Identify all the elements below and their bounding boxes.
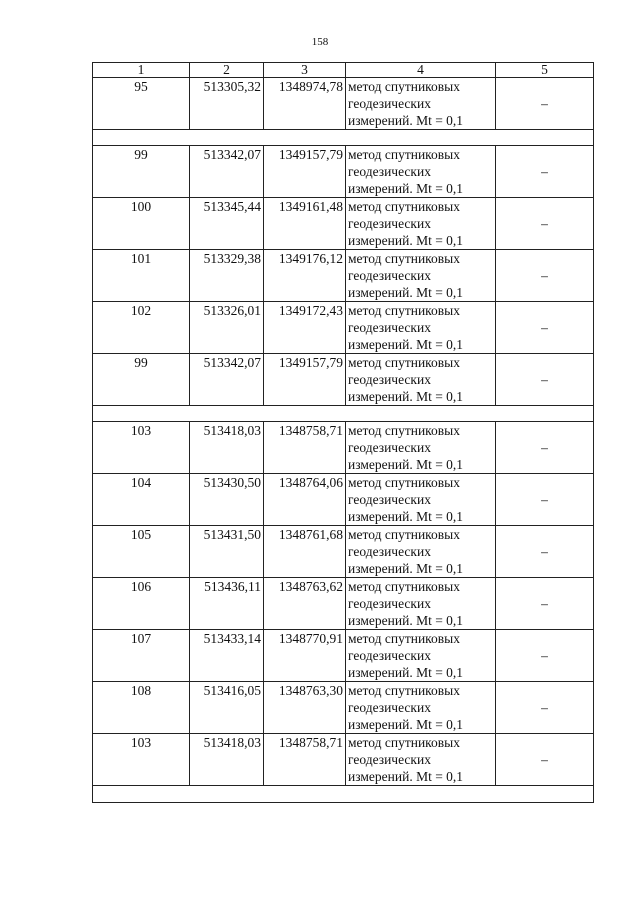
coordinate-x: 513329,38 bbox=[190, 250, 264, 302]
table-body bbox=[93, 63, 594, 803]
point-number: 103 bbox=[93, 422, 190, 474]
method-cell bbox=[346, 422, 496, 474]
coordinate-y: 1349157,79 bbox=[264, 354, 346, 406]
method-line-2: геодезических bbox=[348, 648, 431, 663]
coordinate-x: 513431,50 bbox=[190, 526, 264, 578]
separator-cell bbox=[93, 406, 594, 422]
coordinate-x: 513433,14 bbox=[190, 630, 264, 682]
method-line-1: метод спутниковых bbox=[348, 527, 460, 542]
table-row bbox=[93, 250, 594, 302]
column-5-value: – bbox=[496, 354, 594, 406]
coordinate-y: 1348763,62 bbox=[264, 578, 346, 630]
method-line-3: измерений. Mt = 0,1 bbox=[348, 389, 464, 404]
coordinates-table bbox=[92, 62, 594, 803]
column-5-value: – bbox=[496, 474, 594, 526]
method-cell bbox=[346, 302, 496, 354]
coordinate-x: 513430,50 bbox=[190, 474, 264, 526]
column-5-value: – bbox=[496, 198, 594, 250]
point-number: 100 bbox=[93, 198, 190, 250]
coordinate-x: 513305,32 bbox=[190, 78, 264, 130]
coordinate-x: 513418,03 bbox=[190, 734, 264, 786]
table-row bbox=[93, 474, 594, 526]
coordinate-y: 1348770,91 bbox=[264, 630, 346, 682]
method-line-3: измерений. Mt = 0,1 bbox=[348, 181, 464, 196]
column-5-value: – bbox=[496, 734, 594, 786]
column-5-value: – bbox=[496, 250, 594, 302]
column-5-value: – bbox=[496, 526, 594, 578]
point-number: 103 bbox=[93, 734, 190, 786]
method-line-1: метод спутниковых bbox=[348, 475, 460, 490]
separator-row bbox=[93, 786, 594, 803]
page-number: 158 bbox=[311, 36, 329, 48]
method-line-2: геодезических bbox=[348, 164, 431, 179]
header-col-5: 5 bbox=[496, 63, 594, 78]
method-line-1: метод спутниковых bbox=[348, 147, 460, 162]
method-line-3: измерений. Mt = 0,1 bbox=[348, 613, 464, 628]
coordinate-y: 1349176,12 bbox=[264, 250, 346, 302]
coordinate-y: 1349161,48 bbox=[264, 198, 346, 250]
column-5-value: – bbox=[496, 78, 594, 130]
method-line-1: метод спутниковых bbox=[348, 355, 460, 370]
coordinate-y: 1348764,06 bbox=[264, 474, 346, 526]
point-number: 107 bbox=[93, 630, 190, 682]
point-number: 95 bbox=[93, 78, 190, 130]
table-row bbox=[93, 198, 594, 250]
method-line-3: измерений. Mt = 0,1 bbox=[348, 561, 464, 576]
method-line-2: геодезических bbox=[348, 268, 431, 283]
header-col-3: 3 bbox=[264, 63, 346, 78]
method-line-1: метод спутниковых bbox=[348, 199, 460, 214]
coordinate-y: 1349157,79 bbox=[264, 146, 346, 198]
method-cell bbox=[346, 78, 496, 130]
method-line-2: геодезических bbox=[348, 440, 431, 455]
table-row bbox=[93, 78, 594, 130]
method-line-3: измерений. Mt = 0,1 bbox=[348, 717, 464, 732]
method-line-2: геодезических bbox=[348, 216, 431, 231]
method-line-3: измерений. Mt = 0,1 bbox=[348, 285, 464, 300]
coordinate-x: 513342,07 bbox=[190, 354, 264, 406]
method-cell bbox=[346, 526, 496, 578]
method-line-1: метод спутниковых bbox=[348, 423, 460, 438]
separator-row bbox=[93, 406, 594, 422]
point-number: 108 bbox=[93, 682, 190, 734]
coordinate-x: 513345,44 bbox=[190, 198, 264, 250]
separator-cell bbox=[93, 786, 594, 803]
coordinate-x: 513418,03 bbox=[190, 422, 264, 474]
method-line-2: геодезических bbox=[348, 544, 431, 559]
method-line-2: геодезических bbox=[348, 596, 431, 611]
method-cell bbox=[346, 250, 496, 302]
coordinate-y: 1348763,30 bbox=[264, 682, 346, 734]
point-number: 102 bbox=[93, 302, 190, 354]
point-number: 106 bbox=[93, 578, 190, 630]
method-line-3: измерений. Mt = 0,1 bbox=[348, 509, 464, 524]
separator-row bbox=[93, 130, 594, 146]
method-cell bbox=[346, 354, 496, 406]
table-row bbox=[93, 354, 594, 406]
method-line-3: измерений. Mt = 0,1 bbox=[348, 769, 464, 784]
column-5-value: – bbox=[496, 422, 594, 474]
method-line-2: геодезических bbox=[348, 492, 431, 507]
point-number: 104 bbox=[93, 474, 190, 526]
table-row bbox=[93, 146, 594, 198]
point-number: 101 bbox=[93, 250, 190, 302]
method-line-3: измерений. Mt = 0,1 bbox=[348, 113, 464, 128]
table-row bbox=[93, 682, 594, 734]
method-line-1: метод спутниковых bbox=[348, 251, 460, 266]
column-5-value: – bbox=[496, 578, 594, 630]
method-line-3: измерений. Mt = 0,1 bbox=[348, 233, 464, 248]
method-cell bbox=[346, 734, 496, 786]
point-number: 99 bbox=[93, 146, 190, 198]
point-number: 105 bbox=[93, 526, 190, 578]
method-line-1: метод спутниковых bbox=[348, 683, 460, 698]
method-cell bbox=[346, 474, 496, 526]
method-line-2: геодезических bbox=[348, 752, 431, 767]
method-line-3: измерений. Mt = 0,1 bbox=[348, 337, 464, 352]
column-5-value: – bbox=[496, 146, 594, 198]
method-line-3: измерений. Mt = 0,1 bbox=[348, 665, 464, 680]
coordinate-y: 1348758,71 bbox=[264, 422, 346, 474]
coordinate-y: 1348761,68 bbox=[264, 526, 346, 578]
method-cell bbox=[346, 682, 496, 734]
method-line-2: геодезических bbox=[348, 96, 431, 111]
method-line-2: геодезических bbox=[348, 700, 431, 715]
coordinate-x: 513416,05 bbox=[190, 682, 264, 734]
method-line-1: метод спутниковых bbox=[348, 79, 460, 94]
method-line-2: геодезических bbox=[348, 372, 431, 387]
method-line-2: геодезических bbox=[348, 320, 431, 335]
point-number: 99 bbox=[93, 354, 190, 406]
method-line-1: метод спутниковых bbox=[348, 579, 460, 594]
method-cell bbox=[346, 578, 496, 630]
coordinate-y: 1348758,71 bbox=[264, 734, 346, 786]
coordinate-x: 513342,07 bbox=[190, 146, 264, 198]
method-line-3: измерений. Mt = 0,1 bbox=[348, 457, 464, 472]
method-cell bbox=[346, 630, 496, 682]
coordinate-y: 1349172,43 bbox=[264, 302, 346, 354]
table-row bbox=[93, 734, 594, 786]
header-col-1: 1 bbox=[93, 63, 190, 78]
separator-cell bbox=[93, 130, 594, 146]
header-row bbox=[93, 63, 594, 78]
table-row bbox=[93, 422, 594, 474]
column-5-value: – bbox=[496, 302, 594, 354]
column-5-value: – bbox=[496, 630, 594, 682]
coordinate-x: 513436,11 bbox=[190, 578, 264, 630]
column-5-value: – bbox=[496, 682, 594, 734]
table-row bbox=[93, 578, 594, 630]
method-line-1: метод спутниковых bbox=[348, 735, 460, 750]
method-cell bbox=[346, 146, 496, 198]
coordinate-x: 513326,01 bbox=[190, 302, 264, 354]
table-row bbox=[93, 526, 594, 578]
header-col-2: 2 bbox=[190, 63, 264, 78]
method-line-1: метод спутниковых bbox=[348, 631, 460, 646]
table-row bbox=[93, 302, 594, 354]
method-cell bbox=[346, 198, 496, 250]
method-line-1: метод спутниковых bbox=[348, 303, 460, 318]
table-row bbox=[93, 630, 594, 682]
coordinate-y: 1348974,78 bbox=[264, 78, 346, 130]
header-col-4: 4 bbox=[346, 63, 496, 78]
